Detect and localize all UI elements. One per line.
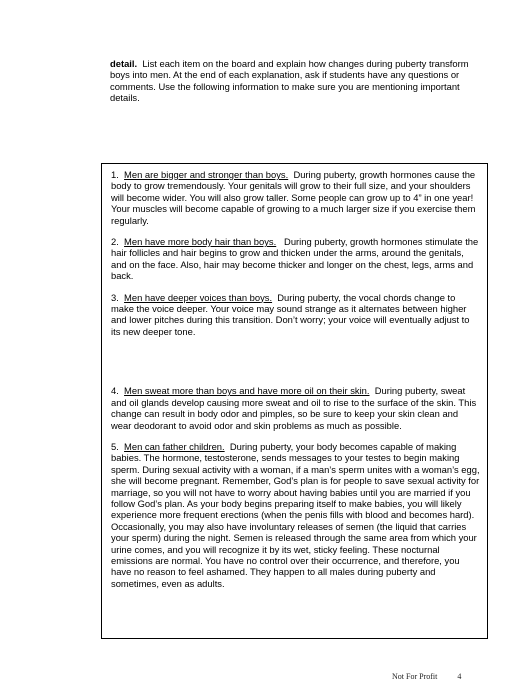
list-item — [111, 292, 480, 338]
list-item — [111, 441, 480, 589]
item-number: 3. — [111, 291, 119, 303]
item-title: Men sweat more than boys and have more oil on their skin. — [124, 385, 370, 397]
item-number: 1. — [111, 169, 119, 180]
footer-label: Not For Profit — [392, 672, 438, 681]
item-body: During puberty, sweat and oil glands develop causing more sweat and oil to rise to the surface of the skin. This change can result in body odor and pimples, so be sure to keep your skin clean and wear deodorant to avoid odor and skin problems as much as possible. — [111, 385, 477, 431]
list-item — [111, 236, 480, 282]
list-item — [111, 169, 480, 226]
item-title: Men have deeper voices than boys. — [124, 291, 273, 303]
item-number: 4. — [111, 385, 119, 397]
intro-paragraph — [110, 58, 490, 104]
page-footer — [392, 672, 461, 681]
list-item — [111, 385, 480, 431]
item-body: During puberty, growth hormones stimulate the hair follicles and hair begins to grow and thicken under the arms, around the genitals, and on the face. Also, hair may become thicker and longer on the chest, legs, arms and back. — [111, 236, 479, 282]
item-number: 5. — [111, 440, 119, 452]
item-title: Men can father children. — [124, 440, 225, 452]
content-box — [101, 163, 488, 639]
item-body: During puberty, growth hormones cause the body to grow tremendously. Your genitals will grow to their full size, and your shoulders will become wider. You will also grow taller. Some people can grow up to 4” in one year! Your muscles will become capable of growing to a much larger size if you exercise them regularly. — [111, 169, 476, 226]
item-title: Men have more body hair than boys. — [124, 236, 277, 248]
item-title: Men are bigger and stronger than boys. — [124, 169, 289, 180]
item-body: During puberty, your body becomes capable of making babies. The hormone, testosterone, sends messages to your testes to begin making sperm. During sexual activity with a woman, if a man’s sperm unites with a woman’s egg, she will become pregnant. Remember, God’s plan is for people to save sexual activity for marriage, so you will not have to worry about having babies until you are married if you follow God’s plan. As your body begins preparing itself to make babies, you will likely experience more frequent erections (when the penis fills with blood and becomes hard). Occasionally, you may also have involuntary releases of semen (the liquid that carries your sperm) during the night. Semen is released through the same area from which your urine comes, and you will recognize it by its wet, sticky feeling. These nocturnal emissions are normal. You have no control over their occurrence, and therefore, you have no reason to feel ashamed. They happen to all males during puberty and sometimes, even as adults. — [111, 440, 480, 589]
page-number: 4 — [457, 672, 462, 681]
intro-text: List each item on the board and explain how changes during puberty transform boys into men. At the end of each explanation, ask if students have any questions or comments. Use the following information to make sure you are mentioning important details. — [110, 58, 469, 104]
item-body: During puberty, the vocal chords change to make the voice deeper. Your voice may sound strange as it alternates between higher and lower pitches during this transition. Don’t worry; your voice will eventually adjust to its new deeper tone. — [111, 291, 470, 337]
item-number: 2. — [111, 236, 119, 248]
intro-lead: detail. — [110, 58, 138, 69]
blank-space — [111, 347, 480, 385]
